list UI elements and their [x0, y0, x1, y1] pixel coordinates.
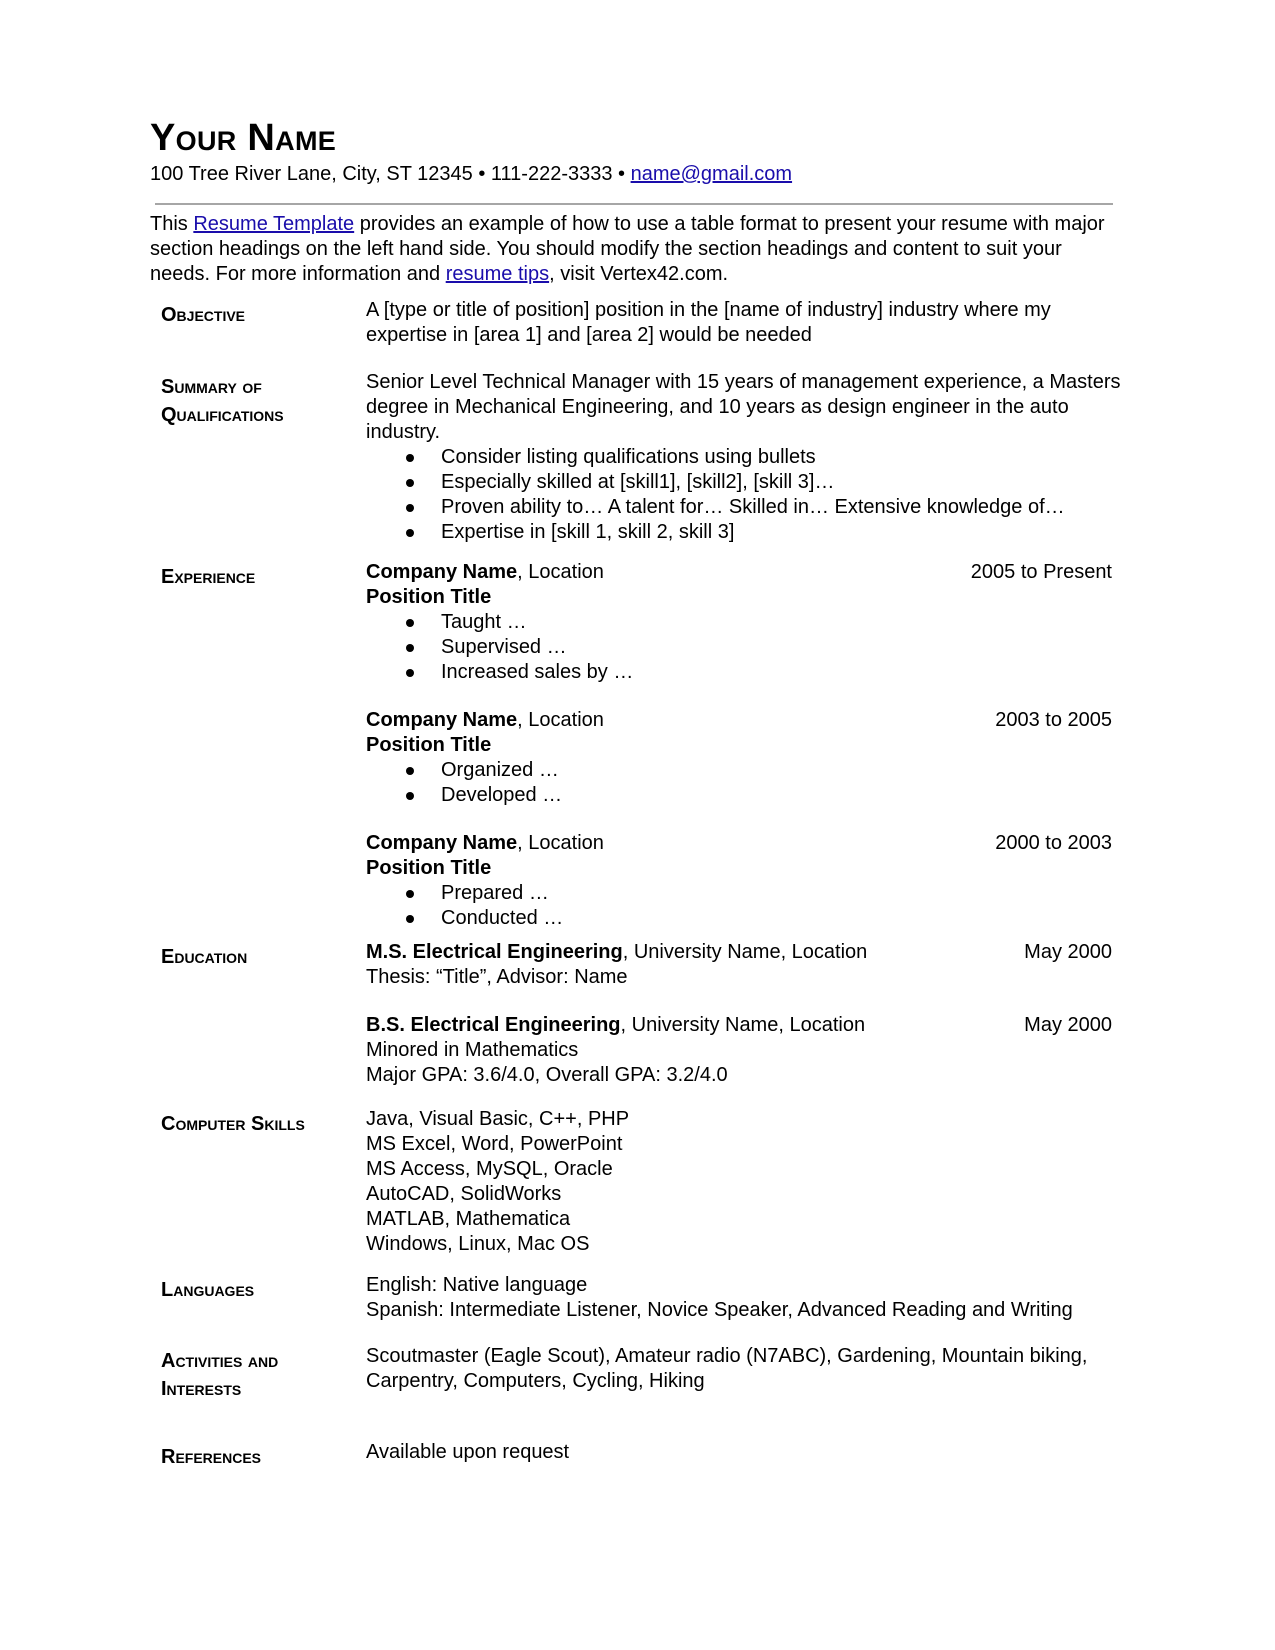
list-item: [366, 470, 1136, 495]
company-location: , Location: [517, 709, 604, 731]
job-bullets: [366, 881, 1136, 931]
list-item: [366, 660, 1136, 685]
section-label-references: References: [161, 1446, 262, 1468]
list-item-text: Supervised …: [441, 636, 567, 658]
header-divider: [155, 203, 1113, 205]
degree-header: [366, 940, 1136, 965]
skills-line: AutoCAD, SolidWorks: [366, 1183, 562, 1205]
section-label-experience: Experience: [161, 566, 256, 588]
skills-line: Windows, Linux, Mac OS: [366, 1233, 590, 1255]
bullet-icon: [406, 479, 414, 487]
degree-detail: Thesis: “Title”, Advisor: Name: [366, 966, 628, 988]
section-label-activities-line2: Interests: [161, 1378, 242, 1400]
company-name: Company Name: [366, 709, 518, 731]
list-item-text: Increased sales by …: [441, 661, 634, 683]
bullet-icon: [406, 669, 414, 677]
degree-name: B.S. Electrical Engineering: [366, 1014, 621, 1036]
bullet-icon: [406, 915, 414, 923]
section-label-summary-line2: Qualifications: [161, 404, 284, 426]
job-dates: 2000 to 2003: [995, 832, 1112, 854]
list-item-text: Expertise in [skill 1, skill 2, skill 3]: [441, 521, 735, 543]
degree-date: May 2000: [1024, 1014, 1112, 1036]
skills-line: MS Access, MySQL, Oracle: [366, 1158, 613, 1180]
company-location: , Location: [517, 561, 604, 583]
contact-address-phone: 100 Tree River Lane, City, ST 12345 • 111-222-3333 •: [150, 163, 631, 185]
summary-text: Senior Level Technical Manager with 15 years of management experience, a Masters degree in Mechanical Engineering, and 10 years as design engineer in the auto industry.: [366, 371, 1121, 443]
section-label-computer-skills: Computer Skills: [161, 1113, 305, 1135]
objective-text: A [type or title of position] position in the [name of industry] industry where my expertise in [area 1] and [area 2] would be needed: [366, 299, 1051, 346]
job-dates: 2005 to Present: [970, 561, 1112, 583]
position-title: Position Title: [366, 857, 492, 879]
activities-text: Scoutmaster (Eagle Scout), Amateur radio (N7ABC), Gardening, Mountain biking, Carpentry, Computers, Cycling, Hiking: [366, 1345, 1088, 1392]
skills-content: [366, 1107, 1136, 1257]
job-bullets: [366, 758, 1136, 808]
skills-line: Java, Visual Basic, C++, PHP: [366, 1108, 630, 1130]
education-content: [366, 940, 1136, 1088]
list-item-text: Especially skilled at [skill1], [skill2], [skill 3]…: [441, 471, 835, 493]
job-dates: 2003 to 2005: [995, 709, 1112, 731]
language-line: English: Native language: [366, 1274, 588, 1296]
bullet-icon: [406, 454, 414, 462]
language-line: Spanish: Intermediate Listener, Novice Speaker, Advanced Reading and Writing: [366, 1299, 1073, 1321]
resume-template-link[interactable]: Resume Template: [193, 213, 355, 235]
list-item: [366, 783, 1136, 808]
list-item-text: Prepared …: [441, 882, 549, 904]
degree-date: May 2000: [1024, 941, 1112, 963]
job-entry: [366, 831, 1136, 931]
intro-paragraph: [150, 212, 1110, 287]
degree-name: M.S. Electrical Engineering: [366, 941, 623, 963]
degree-entry: [366, 940, 1136, 990]
list-item-text: Proven ability to… A talent for… Skilled in… Extensive knowledge of…: [441, 496, 1065, 518]
section-label-activities-line1: Activities and: [161, 1350, 279, 1372]
intro-text-2: provides an example of how to use a table format to present your resume with major section headings on the left hand side. You should modify the section headings and content to suit your needs. For more information and: [150, 213, 1105, 285]
list-item-text: Conducted …: [441, 907, 564, 929]
list-item-text: Consider listing qualifications using bullets: [441, 446, 816, 468]
references-text: Available upon request: [366, 1441, 570, 1463]
bullet-icon: [406, 619, 414, 627]
school-name: , University Name, Location: [620, 1014, 866, 1036]
section-label-activities: [161, 1347, 341, 1403]
summary-content: [366, 370, 1136, 545]
email-link[interactable]: name@gmail.com: [630, 163, 793, 185]
list-item: [366, 906, 1136, 931]
list-item-text: Organized …: [441, 759, 559, 781]
position-title: Position Title: [366, 734, 492, 756]
bullet-icon: [406, 644, 414, 652]
resume-tips-link[interactable]: resume tips: [445, 263, 550, 285]
languages-content: [366, 1273, 1136, 1323]
company-name: Company Name: [366, 832, 518, 854]
position-title: Position Title: [366, 586, 492, 608]
job-header: [366, 831, 1136, 856]
section-label-summary-line1: Summary of: [161, 376, 262, 398]
list-item: [366, 881, 1136, 906]
list-item: [366, 610, 1136, 635]
list-item: [366, 445, 1136, 470]
job-header: [366, 560, 1136, 585]
bullet-icon: [406, 792, 414, 800]
degree-entry: [366, 1013, 1136, 1088]
list-item: [366, 495, 1136, 520]
summary-bullets: [366, 445, 1136, 545]
bullet-icon: [406, 529, 414, 537]
contact-line: [150, 162, 792, 187]
degree-detail: Major GPA: 3.6/4.0, Overall GPA: 3.2/4.0: [366, 1064, 728, 1086]
list-item-text: Taught …: [441, 611, 527, 633]
skills-line: MS Excel, Word, PowerPoint: [366, 1133, 623, 1155]
resume-name: Your Name: [150, 117, 337, 159]
section-label-summary: [161, 373, 341, 429]
degree-header: [366, 1013, 1136, 1038]
section-label-objective: Objective: [161, 304, 246, 326]
skills-line: MATLAB, Mathematica: [366, 1208, 571, 1230]
company-location: , Location: [517, 832, 604, 854]
bullet-icon: [406, 504, 414, 512]
job-bullets: [366, 610, 1136, 685]
list-item-text: Developed …: [441, 784, 563, 806]
list-item: [366, 520, 1136, 545]
intro-text-3: , visit Vertex42.com.: [549, 263, 729, 285]
company-name: Company Name: [366, 561, 518, 583]
list-item: [366, 635, 1136, 660]
job-entry: [366, 560, 1136, 685]
bullet-icon: [406, 767, 414, 775]
bullet-icon: [406, 890, 414, 898]
school-name: , University Name, Location: [622, 941, 868, 963]
job-entry: [366, 708, 1136, 808]
degree-detail: Minored in Mathematics: [366, 1039, 579, 1061]
section-label-languages: Languages: [161, 1279, 255, 1301]
intro-text-1: This: [150, 213, 194, 235]
job-header: [366, 708, 1136, 733]
section-label-education: Education: [161, 946, 248, 968]
list-item: [366, 758, 1136, 783]
experience-content: [366, 560, 1136, 931]
